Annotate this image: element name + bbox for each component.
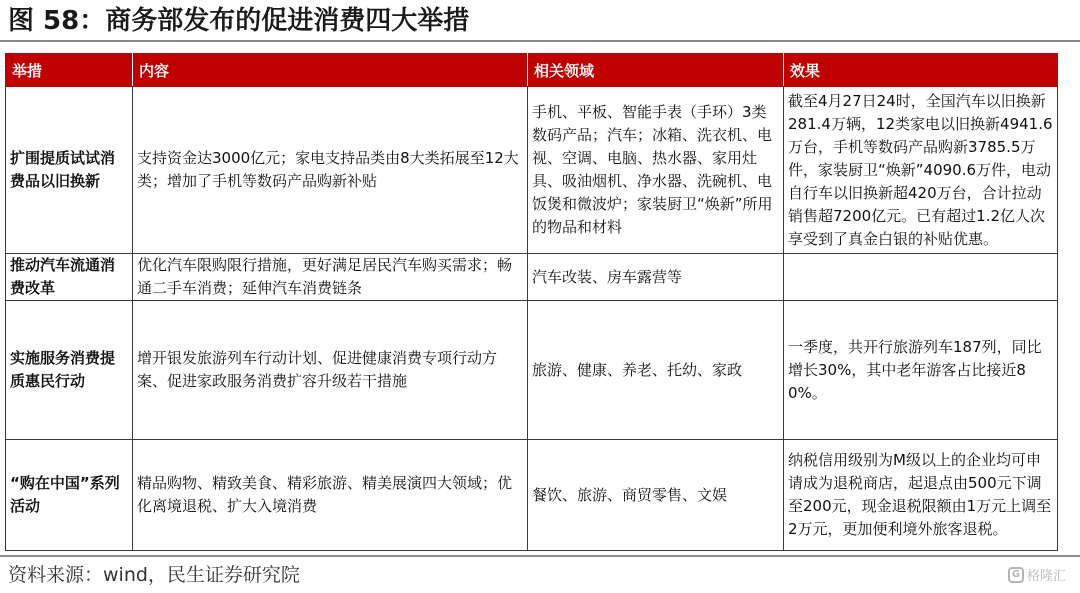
- measures-table: [5, 53, 1058, 551]
- cell-measure: “购在中国”系列活动: [6, 440, 133, 551]
- cell-measure: 实施服务消费提质惠民行动: [6, 301, 133, 440]
- header-effect: 效果: [784, 54, 1058, 87]
- cell-measure: 推动汽车流通消费改革: [6, 254, 133, 301]
- cell-fields: 旅游、健康、养老、托幼、家政: [528, 301, 784, 440]
- table-header-row: [6, 54, 1058, 87]
- watermark-icon: G: [1008, 567, 1024, 583]
- footer-divider: [0, 555, 1080, 557]
- cell-content: 增开银发旅游列车行动计划、促进健康消费专项行动方案、促进家政服务消费扩容升级若干措施: [133, 301, 528, 440]
- table-row: [6, 301, 1058, 440]
- source-note: 资料来源：wind，民生证券研究院: [8, 564, 300, 586]
- table-row: [6, 87, 1058, 254]
- table-row: [6, 440, 1058, 551]
- cell-effect: [784, 254, 1058, 301]
- cell-fields: 手机、平板、智能手表（手环）3类数码产品；汽车；冰箱、洗衣机、电视、空调、电脑、热水器、家用灶具、吸油烟机、净水器、洗碗机、电饭煲和微波炉；家装厨卫“焕新”所用的物品和材料: [528, 87, 784, 254]
- title-divider: [0, 40, 1080, 42]
- cell-effect: 截至4月27日24时，全国汽车以旧换新281.4万辆，12类家电以旧换新4941.6万台，手机等数码产品购新3785.5万件，家装厨卫“焕新”4090.6万件，电动自行车以旧换新超420万台，合计拉动销售超7200亿元。已有超过1.2亿人次享受到了真金白银的补贴优惠。: [784, 87, 1058, 254]
- table-row: [6, 254, 1058, 301]
- cell-content: 精品购物、精致美食、精彩旅游、精美展演四大领域；优化离境退税、扩大入境消费: [133, 440, 528, 551]
- page-title: 图 58：商务部发布的促进消费四大举措: [8, 6, 470, 36]
- cell-content: 支持资金达3000亿元；家电支持品类由8大类拓展至12大类；增加了手机等数码产品购新补贴: [133, 87, 528, 254]
- watermark-text: 格隆汇: [1026, 569, 1066, 584]
- cell-fields: 餐饮、旅游、商贸零售、文娱: [528, 440, 784, 551]
- cell-effect: 一季度，共开行旅游列车187列，同比增长30%，其中老年游客占比接近80%。: [784, 301, 1058, 440]
- cell-fields: 汽车改装、房车露营等: [528, 254, 784, 301]
- header-content: 内容: [133, 54, 528, 87]
- cell-content: 优化汽车限购限行措施，更好满足居民汽车购买需求；畅通二手车消费；延伸汽车消费链条: [133, 254, 528, 301]
- header-measure: 举措: [6, 54, 133, 87]
- cell-effect: 纳税信用级别为M级以上的企业均可申请成为退税商店，起退点由500元下调至200元，现金退税限额由1万元上调至2万元，更加便利境外旅客退税。: [784, 440, 1058, 551]
- cell-measure: 扩围提质试试消费品以旧换新: [6, 87, 133, 254]
- header-fields: 相关领域: [528, 54, 784, 87]
- watermark-logo: [1008, 565, 1066, 584]
